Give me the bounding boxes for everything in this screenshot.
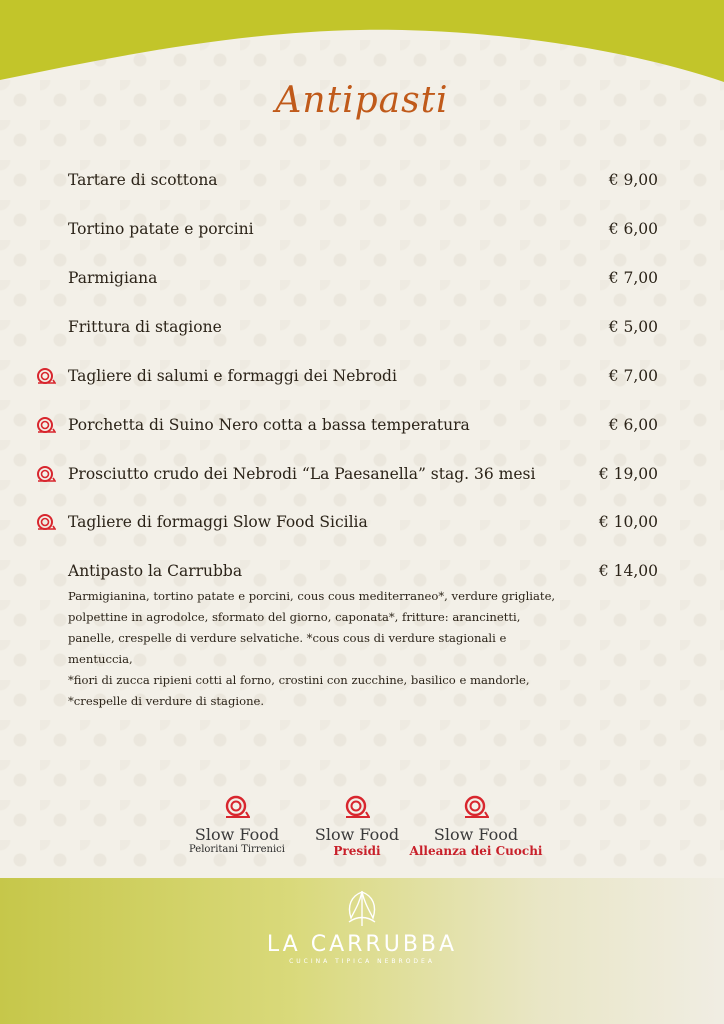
logo-alleanza	[406, 795, 546, 858]
item-price: € 19,00	[598, 465, 658, 483]
slow-food-logos	[0, 795, 724, 865]
menu-item	[68, 507, 658, 537]
item-price: € 10,00	[598, 513, 658, 531]
item-name: Porchetta di Suino Nero cotta a bassa temperatura	[68, 416, 470, 434]
item-price: € 6,00	[608, 416, 658, 434]
logo-brand: Slow Food	[433, 825, 519, 844]
description-line: polpettine in agrodolce, sformato del giorno, caponata*, fritture: arancinetti,	[68, 610, 521, 624]
item-name: Frittura di stagione	[68, 318, 222, 336]
description-line: panelle, crespelle di verdure selvatiche. *cous cous di verdure stagionali e mentuccia,	[68, 631, 507, 666]
menu-item	[68, 410, 658, 440]
description-line: *fiori di zucca ripieni cotti al forno, crostini con zucchine, basilico e mandorle,	[68, 673, 530, 687]
slow-food-snail-icon	[36, 367, 56, 385]
item-price: € 7,00	[608, 367, 658, 385]
restaurant-name: LA CARRUBBA	[266, 932, 458, 957]
item-name: Tortino patate e porcini	[68, 220, 254, 238]
item-price: € 5,00	[608, 318, 658, 336]
logo-peloritani	[172, 795, 302, 855]
page-title: Antipasti	[275, 80, 449, 121]
menu-item	[68, 459, 658, 489]
slow-food-snail-icon	[344, 795, 370, 819]
slow-food-snail-icon	[36, 513, 56, 531]
menu-item	[68, 214, 658, 244]
logo-brand: Slow Food	[314, 825, 400, 844]
logo-presidi	[292, 795, 422, 858]
special-description	[68, 586, 568, 712]
description-line: Parmigianina, tortino patate e porcini, cous cous mediterraneo*, verdure grigliate,	[68, 589, 556, 603]
logo-subtitle: Alleanza dei Cuochi	[409, 844, 543, 858]
item-price: € 9,00	[608, 171, 658, 189]
item-name: Tartare di scottona	[68, 171, 218, 189]
item-name: Antipasto la Carrubba	[68, 562, 243, 580]
logo-subtitle: Peloritani Tirrenici	[189, 844, 285, 855]
menu-item	[68, 165, 658, 195]
menu-item-special	[68, 556, 658, 586]
item-name: Parmigiana	[68, 269, 158, 287]
slow-food-snail-icon	[463, 795, 489, 819]
logo-brand: Slow Food	[194, 825, 280, 844]
item-price: € 14,00	[598, 562, 658, 580]
item-name: Prosciutto crudo dei Nebrodi “La Paesanella” stag. 36 mesi	[68, 465, 536, 483]
slow-food-snail-icon	[36, 416, 56, 434]
carob-leaf-emblem-icon	[337, 888, 387, 930]
description-line: *crespelle di verdure di stagione.	[68, 694, 265, 708]
logo-subtitle: Presidi	[333, 844, 381, 858]
menu-item	[68, 312, 658, 342]
menu-item	[68, 263, 658, 293]
item-name: Tagliere di formaggi Slow Food Sicilia	[68, 513, 368, 531]
restaurant-tagline: CUCINA TIPICA NEBRODEA	[289, 958, 435, 965]
item-price: € 6,00	[608, 220, 658, 238]
item-price: € 7,00	[608, 269, 658, 287]
menu-item	[68, 361, 658, 391]
slow-food-snail-icon	[36, 465, 56, 483]
item-name: Tagliere di salumi e formaggi dei Nebrodi	[68, 367, 397, 385]
slow-food-snail-icon	[224, 795, 250, 819]
